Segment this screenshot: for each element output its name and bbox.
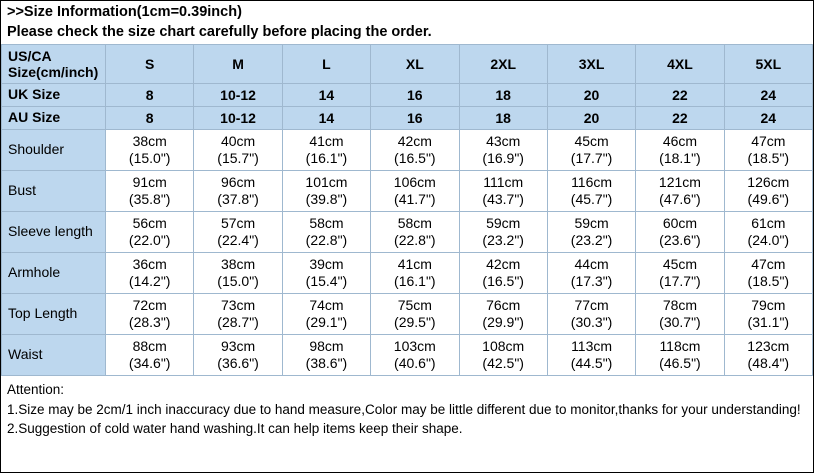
value-inch: (40.6") — [394, 355, 436, 372]
au-size-cell: 8 — [106, 107, 194, 130]
uk-size-cell: 8 — [106, 84, 194, 107]
measurement-cell — [371, 335, 459, 376]
value-cm: 47cm — [751, 255, 786, 272]
size-cell: L — [282, 45, 370, 84]
row-header-au-size: AU Size — [2, 107, 106, 130]
measurement-cell — [106, 335, 194, 376]
measurement-cell — [636, 171, 724, 212]
table-row-au-size — [2, 107, 813, 130]
value-inch: (18.1") — [659, 150, 701, 167]
size-cell: 4XL — [636, 45, 724, 84]
size-cell: XL — [371, 45, 459, 84]
value-cm: 61cm — [751, 214, 786, 231]
uk-size-cell: 18 — [459, 84, 547, 107]
value-inch: (22.8") — [394, 232, 436, 249]
measurement-cell — [636, 335, 724, 376]
uk-size-cell: 10-12 — [194, 84, 282, 107]
value-cm: 93cm — [220, 337, 256, 354]
value-cm: 77cm — [574, 296, 609, 313]
size-cell: M — [194, 45, 282, 84]
value-inch: (28.7") — [217, 314, 259, 331]
uk-size-cell: 14 — [282, 84, 370, 107]
measurement-cell — [547, 335, 635, 376]
measurement-cell — [282, 212, 370, 253]
value-inch: (39.8") — [305, 191, 348, 208]
value-inch: (28.3") — [128, 314, 171, 331]
measurement-cell — [371, 294, 459, 335]
value-cm: 72cm — [132, 296, 167, 313]
value-cm: 59cm — [486, 214, 521, 231]
measurement-cell — [371, 171, 459, 212]
measurement-cell — [636, 294, 724, 335]
table-row-size — [2, 45, 813, 84]
value-inch: (15.4") — [305, 273, 348, 290]
value-inch: (16.5") — [482, 273, 524, 290]
value-inch: (18.5") — [747, 150, 790, 167]
value-cm: 73cm — [220, 296, 256, 313]
measurement-cell — [636, 212, 724, 253]
value-cm: 44cm — [574, 255, 609, 272]
measurement-cell — [194, 212, 282, 253]
attention-title: Attention: — [7, 382, 65, 398]
au-size-cell: 24 — [724, 107, 812, 130]
value-inch: (42.5") — [482, 355, 524, 372]
value-cm: 88cm — [132, 337, 167, 354]
value-inch: (16.9") — [482, 150, 524, 167]
measurement-cell — [636, 130, 724, 171]
value-inch: (17.7") — [570, 150, 613, 167]
value-inch: (37.8") — [217, 191, 259, 208]
measurement-cell — [194, 130, 282, 171]
value-cm: 58cm — [397, 214, 432, 231]
value-cm: 47cm — [751, 132, 786, 149]
measurement-cell — [724, 294, 812, 335]
au-size-cell: 10-12 — [194, 107, 282, 130]
measurement-cell — [282, 130, 370, 171]
value-cm: 106cm — [393, 173, 436, 190]
value-cm: 42cm — [486, 255, 521, 272]
value-inch: (48.4") — [747, 355, 790, 372]
measurement-cell — [724, 130, 812, 171]
measurement-cell — [547, 253, 635, 294]
value-cm: 41cm — [309, 132, 344, 149]
value-inch: (43.7") — [482, 191, 524, 208]
header-block — [1, 1, 813, 44]
measurement-cell — [459, 335, 547, 376]
size-cell: S — [106, 45, 194, 84]
value-cm: 41cm — [397, 255, 432, 272]
value-cm: 98cm — [309, 337, 344, 354]
value-cm: 60cm — [662, 214, 698, 231]
value-cm: 113cm — [571, 337, 613, 354]
value-cm: 59cm — [574, 214, 609, 231]
value-inch: (35.8") — [128, 191, 171, 208]
measurement-cell — [194, 253, 282, 294]
measurement-cell — [371, 212, 459, 253]
value-cm: 45cm — [574, 132, 609, 149]
au-size-cell: 14 — [282, 107, 370, 130]
row-header-armhole: Armhole — [2, 253, 106, 294]
size-cell: 3XL — [547, 45, 635, 84]
value-inch: (15.0") — [217, 273, 259, 290]
value-cm: 42cm — [397, 132, 432, 149]
value-cm: 111cm — [483, 173, 524, 190]
measurement-cell — [282, 253, 370, 294]
measurement-cell — [106, 253, 194, 294]
value-cm: 116cm — [571, 173, 613, 190]
size-cell: 5XL — [724, 45, 812, 84]
value-inch: (18.5") — [747, 273, 790, 290]
attention-note-2: 2.Suggestion of cold water hand washing.It can help items keep their shape. — [7, 421, 463, 437]
measurement-cell — [547, 130, 635, 171]
value-cm: 38cm — [132, 132, 167, 149]
measurement-cell — [194, 335, 282, 376]
value-inch: (47.6") — [659, 191, 701, 208]
value-inch: (29.5") — [394, 314, 436, 331]
measurement-cell — [371, 130, 459, 171]
value-cm: 123cm — [747, 337, 790, 354]
value-inch: (16.1") — [394, 273, 436, 290]
measurement-cell — [724, 253, 812, 294]
measurement-cell — [724, 171, 812, 212]
label-us-ca: US/CA — [8, 48, 52, 65]
size-check-notice: Please check the size chart carefully before placing the order. — [7, 23, 432, 40]
value-inch: (23.2") — [482, 232, 524, 249]
value-cm: 58cm — [309, 214, 344, 231]
value-inch: (38.6") — [305, 355, 348, 372]
value-cm: 126cm — [747, 173, 790, 190]
measurement-cell — [636, 253, 724, 294]
measurement-cell — [547, 294, 635, 335]
row-header-bust: Bust — [2, 171, 106, 212]
value-inch: (31.1") — [747, 314, 790, 331]
uk-size-cell: 20 — [547, 84, 635, 107]
size-chart-table — [1, 44, 813, 376]
value-inch: (34.6") — [128, 355, 171, 372]
measurement-cell — [194, 171, 282, 212]
value-inch: (16.1") — [305, 150, 348, 167]
value-inch: (45.7") — [570, 191, 613, 208]
value-inch: (23.6") — [659, 232, 701, 249]
value-cm: 108cm — [482, 337, 525, 354]
value-cm: 38cm — [220, 255, 256, 272]
uk-size-cell: 16 — [371, 84, 459, 107]
au-size-cell: 18 — [459, 107, 547, 130]
value-inch: (46.5") — [659, 355, 701, 372]
au-size-cell: 20 — [547, 107, 635, 130]
value-inch: (22.0") — [128, 232, 171, 249]
value-inch: (15.7") — [217, 150, 259, 167]
value-inch: (30.3") — [570, 314, 613, 331]
row-header-uk-size: UK Size — [2, 84, 106, 107]
value-inch: (24.0") — [747, 232, 790, 249]
value-cm: 36cm — [132, 255, 167, 272]
measurement-cell — [282, 335, 370, 376]
attention-block — [1, 376, 813, 472]
value-cm: 74cm — [309, 296, 344, 313]
measurement-cell — [106, 130, 194, 171]
uk-size-cell: 24 — [724, 84, 812, 107]
value-inch: (14.2") — [128, 273, 171, 290]
measurement-cell — [459, 294, 547, 335]
value-cm: 91cm — [132, 173, 167, 190]
value-inch: (49.6") — [747, 191, 790, 208]
row-header-shoulder: Shoulder — [2, 130, 106, 171]
value-inch: (29.9") — [482, 314, 524, 331]
attention-note-1: 1.Size may be 2cm/1 inch inaccuracy due to hand measure,Color may be little different due to monitor,thanks for your understanding! — [7, 401, 801, 417]
value-cm: 39cm — [309, 255, 344, 272]
value-cm: 40cm — [220, 132, 256, 149]
table-row — [2, 130, 813, 171]
table-row — [2, 253, 813, 294]
table-row — [2, 335, 813, 376]
value-cm: 79cm — [751, 296, 786, 313]
measurement-cell — [106, 294, 194, 335]
size-information-title: >>Size Information(1cm=0.39inch) — [7, 4, 242, 20]
measurement-cell — [459, 253, 547, 294]
measurement-cell — [371, 253, 459, 294]
value-cm: 96cm — [220, 173, 256, 190]
measurement-cell — [106, 212, 194, 253]
value-cm: 75cm — [397, 296, 432, 313]
value-inch: (22.4") — [217, 232, 259, 249]
label-size-cm-inch: Size(cm/inch) — [8, 64, 99, 81]
value-cm: 118cm — [659, 337, 701, 354]
value-cm: 103cm — [393, 337, 436, 354]
value-inch: (30.7") — [659, 314, 701, 331]
value-inch: (17.7") — [659, 273, 701, 290]
row-header-us-ca-size — [2, 45, 106, 84]
measurement-cell — [106, 171, 194, 212]
size-cell: 2XL — [459, 45, 547, 84]
measurement-cell — [459, 130, 547, 171]
value-inch: (16.5") — [394, 150, 436, 167]
value-inch: (22.8") — [305, 232, 348, 249]
uk-size-cell: 22 — [636, 84, 724, 107]
table-row — [2, 212, 813, 253]
measurement-cell — [282, 294, 370, 335]
value-cm: 78cm — [662, 296, 698, 313]
value-inch: (44.5") — [570, 355, 613, 372]
value-inch: (29.1") — [305, 314, 348, 331]
value-inch: (23.2") — [570, 232, 613, 249]
measurement-cell — [194, 294, 282, 335]
measurement-cell — [547, 212, 635, 253]
value-cm: 101cm — [305, 173, 348, 190]
au-size-cell: 16 — [371, 107, 459, 130]
table-row-uk-size — [2, 84, 813, 107]
value-cm: 43cm — [486, 132, 521, 149]
value-inch: (41.7") — [394, 191, 436, 208]
measurement-cell — [724, 335, 812, 376]
row-header-waist: Waist — [2, 335, 106, 376]
size-chart-body — [2, 45, 813, 376]
value-inch: (36.6") — [217, 355, 259, 372]
measurement-cell — [547, 171, 635, 212]
measurement-cell — [282, 171, 370, 212]
measurement-cell — [724, 212, 812, 253]
measurement-cell — [459, 171, 547, 212]
measurement-cell — [459, 212, 547, 253]
value-cm: 57cm — [220, 214, 256, 231]
value-cm: 45cm — [662, 255, 698, 272]
row-header-sleeve-length: Sleeve length — [2, 212, 106, 253]
table-row — [2, 171, 813, 212]
value-cm: 56cm — [132, 214, 167, 231]
value-cm: 76cm — [486, 296, 521, 313]
row-header-top-length: Top Length — [2, 294, 106, 335]
value-inch: (15.0") — [128, 150, 171, 167]
table-row — [2, 294, 813, 335]
value-cm: 46cm — [662, 132, 698, 149]
value-cm: 121cm — [658, 173, 701, 190]
au-size-cell: 22 — [636, 107, 724, 130]
value-inch: (17.3") — [570, 273, 613, 290]
